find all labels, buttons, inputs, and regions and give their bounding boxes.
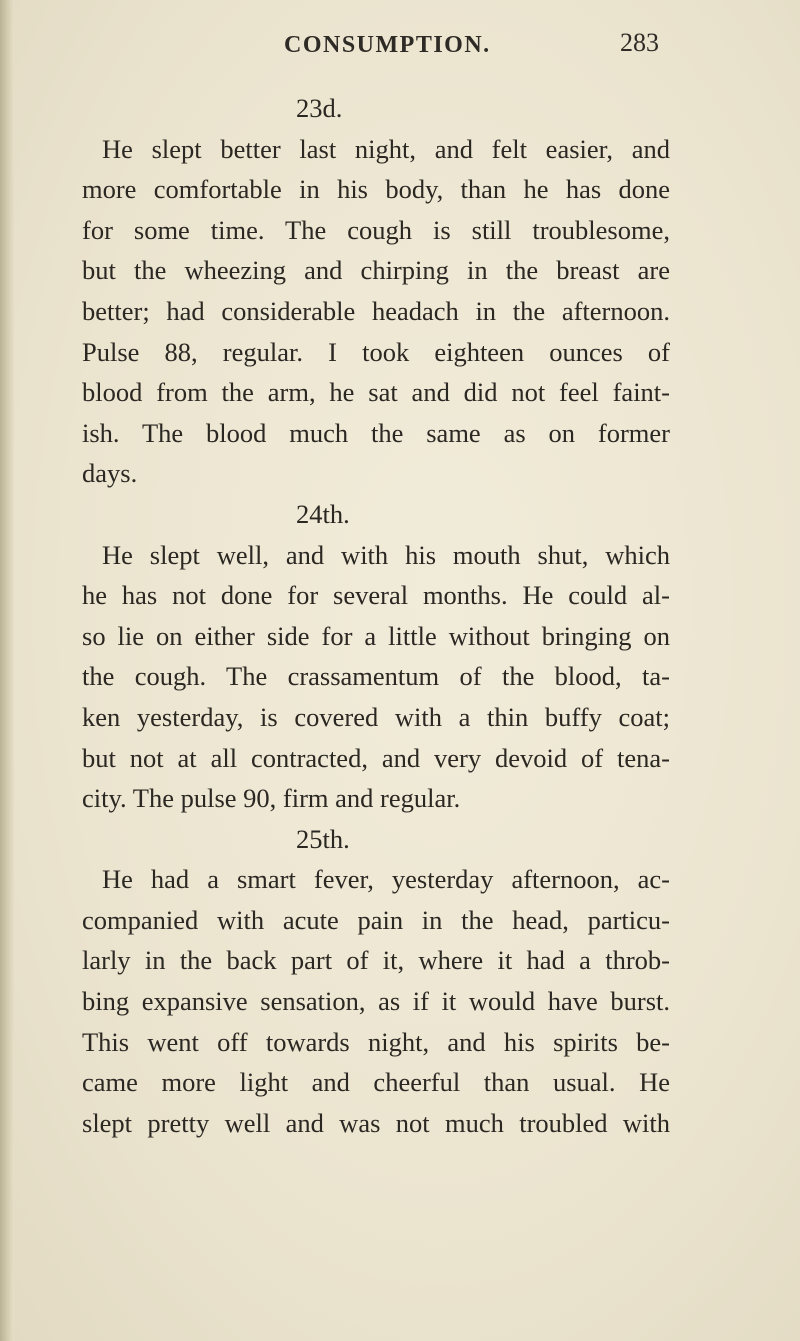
text-line: Pulse 88, regular. I took eighteen ounces of bbox=[82, 336, 670, 367]
text-line: companied with acute pain in the head, particu- bbox=[82, 904, 670, 935]
page-body bbox=[82, 88, 670, 1143]
text-line: ken yesterday, is covered with a thin buffy coat; bbox=[82, 701, 670, 732]
text-line: city. The pulse 90, firm and regular. bbox=[82, 783, 461, 814]
text-line: He slept better last night, and felt easier, and bbox=[102, 133, 670, 164]
entry-heading: 25th. bbox=[296, 823, 350, 854]
text-line: ish. The blood much the same as on former bbox=[82, 417, 670, 448]
text-line: so lie on either side for a little without bringing on bbox=[82, 620, 670, 651]
text-line: He had a smart fever, yesterday afternoon, ac- bbox=[102, 864, 670, 895]
text-line: he has not done for several months. He could al- bbox=[82, 580, 670, 611]
text-line: but the wheezing and chirping in the breast are bbox=[82, 255, 670, 286]
text-line: came more light and cheerful than usual. He bbox=[82, 1067, 670, 1098]
running-title: CONSUMPTION. bbox=[284, 32, 491, 58]
entry-heading: 23d. bbox=[296, 93, 343, 123]
page-binding-edge bbox=[0, 0, 14, 1341]
entry-heading: 24th. bbox=[296, 498, 350, 529]
page-number: 283 bbox=[620, 28, 659, 57]
text-line: more comfortable in his body, than he has done bbox=[82, 174, 670, 205]
text-line: better; had considerable headach in the afternoon. bbox=[82, 295, 670, 326]
running-header bbox=[0, 28, 800, 68]
text-line: He slept well, and with his mouth shut, which bbox=[102, 539, 670, 570]
text-line: slept pretty well and was not much troubled with bbox=[82, 1107, 670, 1138]
text-line: blood from the arm, he sat and did not feel faint- bbox=[82, 377, 670, 408]
text-line: for some time. The cough is still troublesome, bbox=[82, 214, 670, 245]
text-line: days. bbox=[82, 458, 138, 489]
text-line: the cough. The crassamentum of the blood, ta- bbox=[82, 661, 670, 692]
text-line: This went off towards night, and his spirits be- bbox=[82, 1026, 670, 1057]
text-line: but not at all contracted, and very devoid of tena- bbox=[82, 742, 670, 773]
text-line: bing expansive sensation, as if it would have burst. bbox=[82, 986, 670, 1017]
text-line: larly in the back part of it, where it had a throb- bbox=[82, 945, 670, 976]
